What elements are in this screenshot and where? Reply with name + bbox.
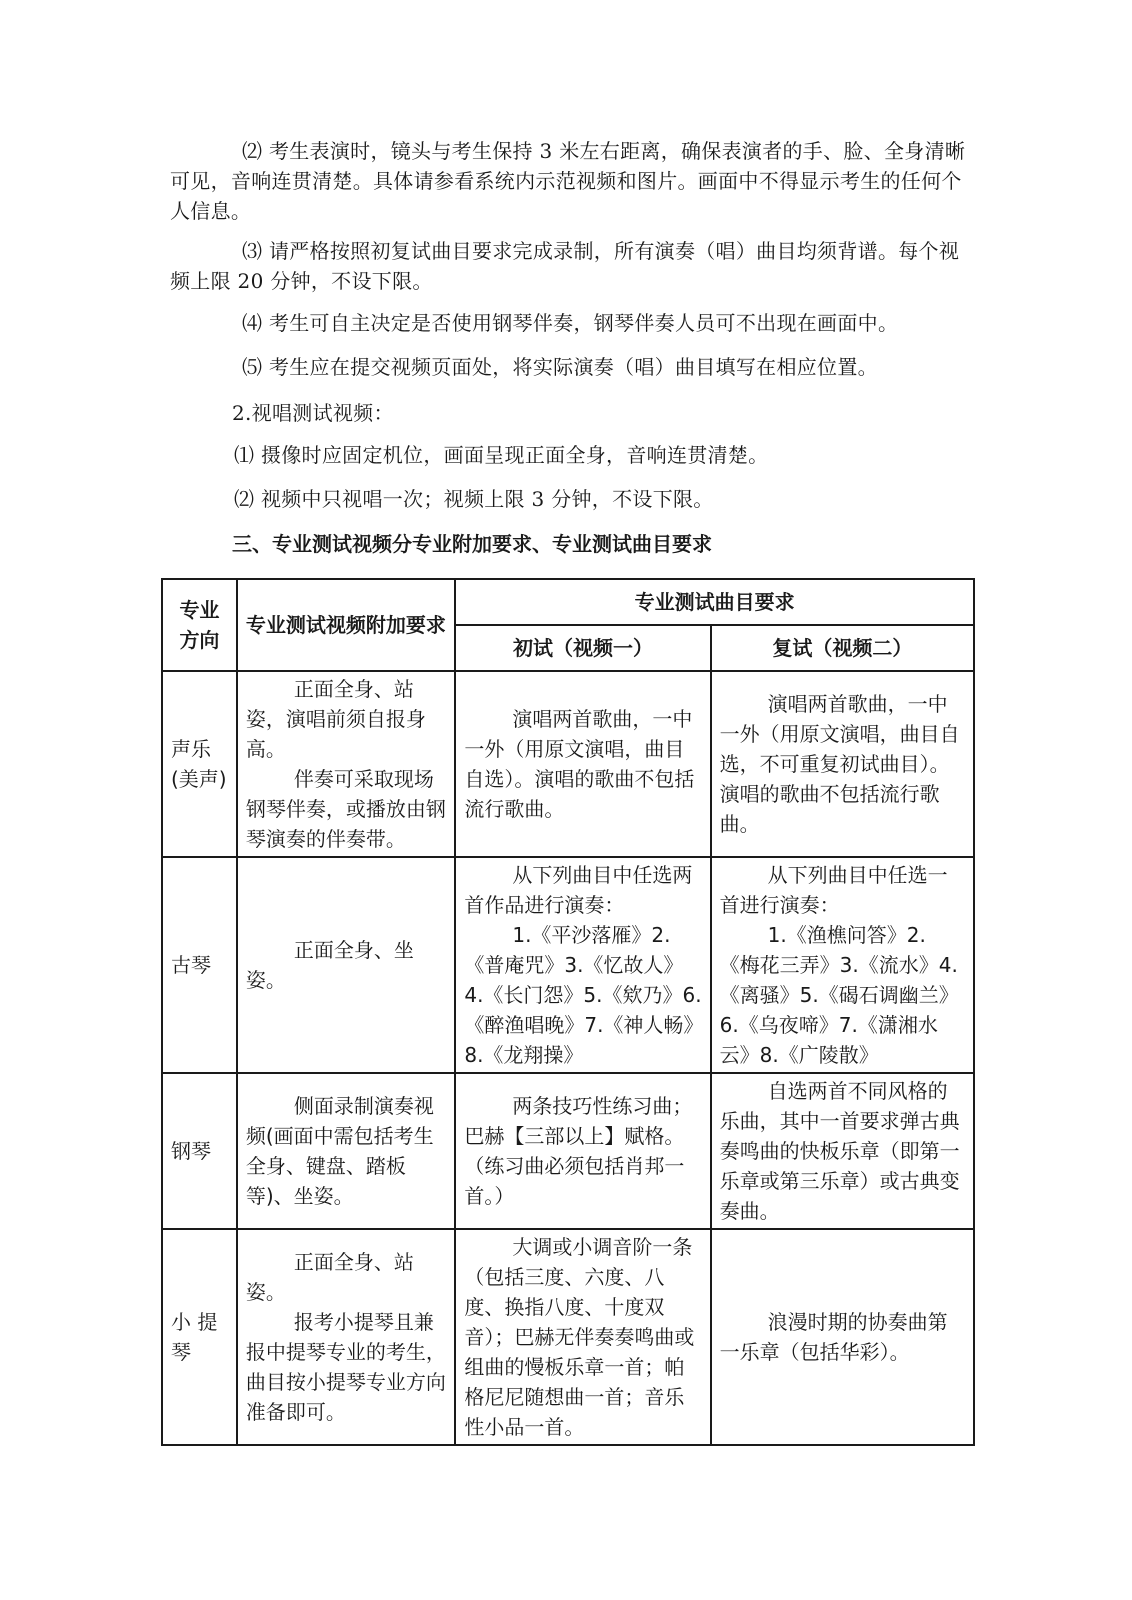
extra-cell: [237, 857, 455, 1073]
major-cell: 小 提 琴: [162, 1229, 237, 1445]
first-round-cell: [455, 1229, 710, 1445]
extra-line: 正面全身、站姿。: [245, 1250, 414, 1304]
section-heading: 三、专业测试视频分专业附加要求、专业测试曲目要求: [232, 532, 712, 556]
header-major: 专业方向: [162, 579, 237, 671]
major-cell: 古琴: [162, 857, 237, 1073]
first-round-cell: [455, 857, 710, 1073]
second-round-cell: [711, 671, 974, 857]
paragraph-sight-singing-limit: ⑵ 视频中只视唱一次；视频上限 3 分钟，不设下限。: [234, 487, 714, 511]
paragraph-sight-singing-title: 2.视唱测试视频：: [232, 401, 394, 425]
table-row: [162, 1073, 974, 1229]
first-round-cell: [455, 671, 710, 857]
major-cell: 声乐(美声): [162, 671, 237, 857]
first-round-line: 两条技巧性练习曲；巴赫【三部以上】赋格。（练习曲必须包括肖邦一首。）: [464, 1094, 693, 1208]
second-round-line: 自选两首不同风格的乐曲，其中一首要求弹古典奏鸣曲的快板乐章（即第一乐章或第三乐章）或古典变奏曲。: [719, 1079, 960, 1223]
requirements-table: [161, 578, 975, 1446]
table-row: [162, 671, 974, 857]
second-round-line: 从下列曲目中任选一首进行演奏：: [719, 863, 948, 917]
paragraph-sight-singing-camera: ⑴ 摄像时应固定机位，画面呈现正面全身，音响连贯清楚。: [234, 443, 769, 467]
extra-line: 侧面录制演奏视频(画面中需包括考生全身、键盘、踏板等)、坐姿。: [245, 1094, 434, 1208]
first-round-line: 演唱两首歌曲，一中一外（用原文演唱，曲目自选）。演唱的歌曲不包括流行歌曲。: [464, 707, 695, 821]
paragraph-recording-rules: ⑶ 请严格按照初复试曲目要求完成录制，所有演奏（唱）曲目均须背谱。每个视频上限 20 分钟，不设下限。: [170, 239, 960, 293]
first-round-line: 从下列曲目中任选两首作品进行演奏：: [464, 863, 693, 917]
first-round-line: 大调或小调音阶一条（包括三度、六度、八度、换指八度、十度双音）；巴赫无伴奏奏鸣曲或组曲的慢板乐章一首；帕格尼尼随想曲一首；音乐性小品一首。: [464, 1235, 695, 1439]
second-round-cell: [711, 1229, 974, 1445]
second-round-line: 浪漫时期的协奏曲第一乐章（包括华彩）。: [719, 1310, 948, 1364]
second-round-line: 演唱两首歌曲，一中一外（用原文演唱，曲目自选，不可重复初试曲目）。演唱的歌曲不包括流行歌曲。: [719, 692, 960, 836]
extra-line: 正面全身、坐姿。: [245, 938, 414, 992]
header-second-round: 复试（视频二）: [711, 625, 974, 671]
paragraph-piano-accompaniment: ⑷ 考生可自主决定是否使用钢琴伴奏，钢琴伴奏人员可不出现在画面中。: [242, 311, 899, 335]
paragraph-camera-distance: ⑵ 考生表演时，镜头与考生保持 3 米左右距离，确保表演者的手、脸、全身清晰可见，音响连贯清楚。具体请参看系统内示范视频和图片。画面中不得显示考生的任何个人信息。: [170, 139, 966, 223]
extra-cell: [237, 1229, 455, 1445]
header-first-round: 初试（视频一）: [455, 625, 710, 671]
table-row: [162, 1229, 974, 1445]
table-header-row: [162, 579, 974, 625]
extra-line: 正面全身、站姿，演唱前须自报身高。: [245, 677, 426, 761]
first-round-line: 1.《平沙落雁》2.《普庵咒》3.《忆故人》4.《长门怨》5.《欸乃》6.《醉渔唱晚》7.《神人畅》8.《龙翔操》: [464, 923, 702, 1067]
extra-cell: [237, 671, 455, 857]
header-extra: 专业测试视频附加要求: [237, 579, 455, 671]
table-row: [162, 857, 974, 1073]
first-round-cell: [455, 1073, 710, 1229]
major-cell: 钢琴: [162, 1073, 237, 1229]
extra-line: 报考小提琴且兼报中提琴专业的考生，曲目按小提琴专业方向准备即可。: [245, 1310, 446, 1424]
second-round-line: 1.《渔樵问答》2.《梅花三弄》3.《流水》4.《离骚》5.《碣石调幽兰》6.《乌夜啼》7.《潇湘水云》8.《广陵散》: [719, 923, 959, 1067]
paragraph-fill-repertoire: ⑸ 考生应在提交视频页面处，将实际演奏（唱）曲目填写在相应位置。: [242, 355, 878, 379]
header-repertoire: 专业测试曲目要求: [455, 579, 974, 625]
extra-line: 伴奏可采取现场钢琴伴奏，或播放由钢琴演奏的伴奏带。: [245, 767, 446, 851]
second-round-cell: [711, 1073, 974, 1229]
extra-cell: [237, 1073, 455, 1229]
second-round-cell: [711, 857, 974, 1073]
